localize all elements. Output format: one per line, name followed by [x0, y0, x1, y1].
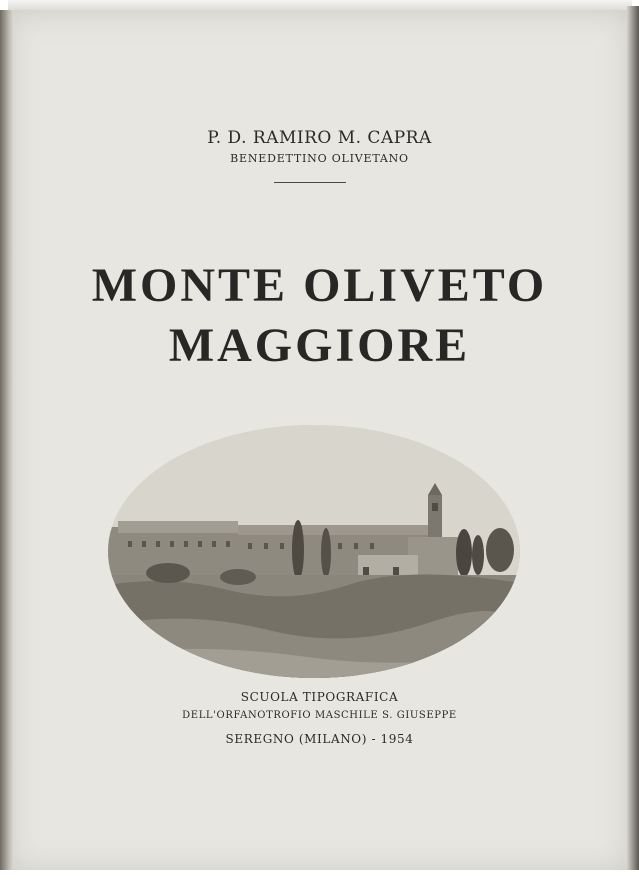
divider-rule — [274, 182, 346, 183]
abbey-photo — [108, 425, 520, 678]
page-bottom-edge — [0, 870, 639, 882]
author-order: BENEDETTINO OLIVETANO — [230, 152, 409, 165]
title-line-1: MONTE OLIVETO — [91, 259, 548, 312]
author-name: P. D. RAMIRO M. CAPRA — [207, 128, 432, 148]
imprint-place-year: SEREGNO (MILANO) - 1954 — [225, 732, 414, 746]
imprint-publisher: SCUOLA TIPOGRAFICA — [240, 690, 399, 704]
imprint-institution: DELL'ORFANOTROFIO MASCHILE S. GIUSEPPE — [182, 710, 457, 721]
title-line-2: MAGGIORE — [168, 319, 471, 372]
